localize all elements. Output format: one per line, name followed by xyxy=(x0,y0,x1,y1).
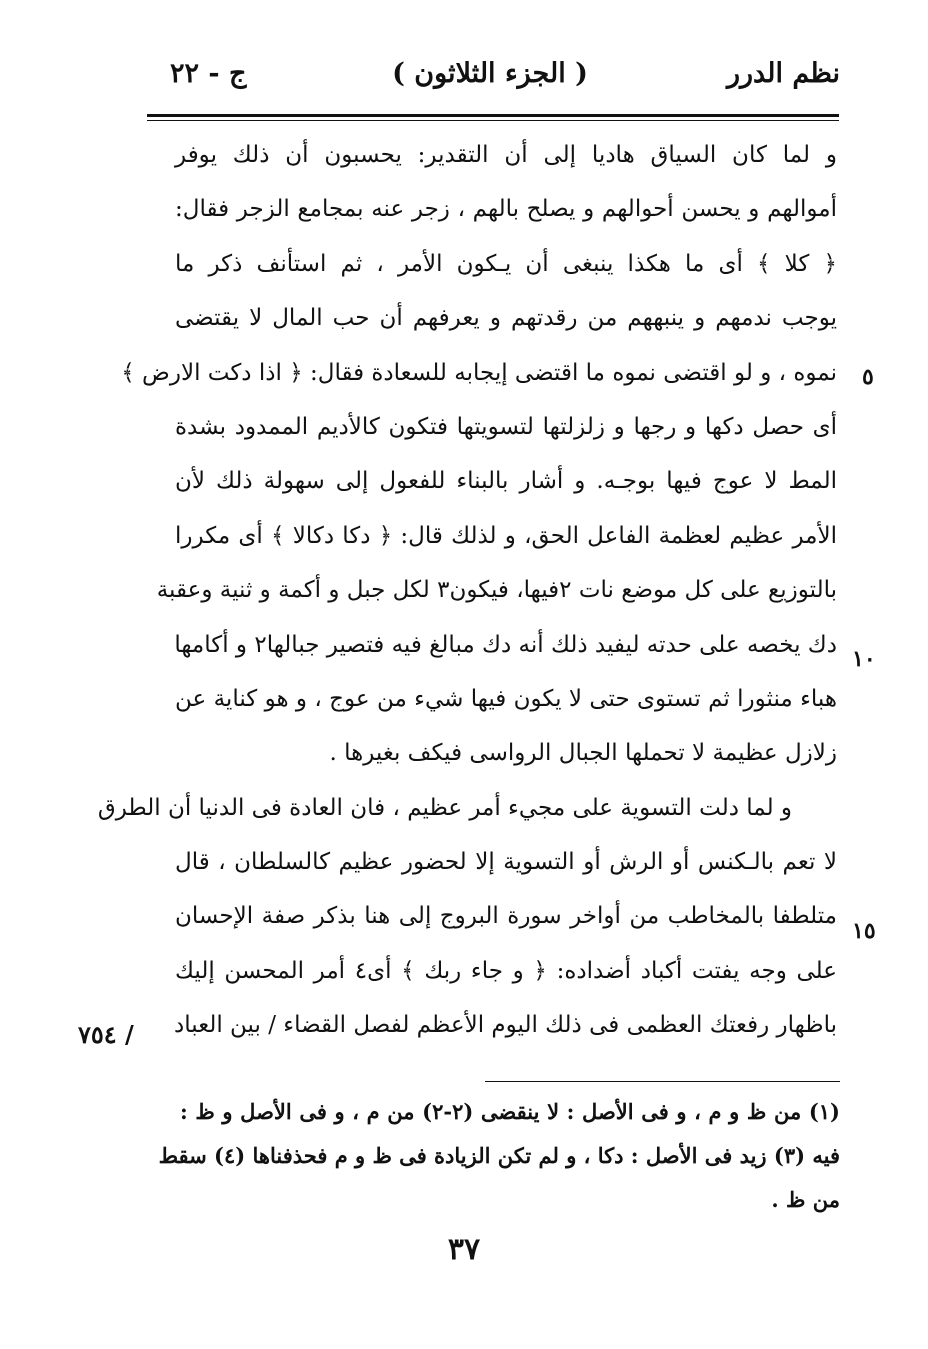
text-line: ﴿ كلا ﴾ أى ما هكذا ينبغى أن يـكون الأمر ، ثم استأنف ذكر ما xyxy=(175,250,837,277)
text-line: الأمر عظيم لعظمة الفاعل الحق، و لذلك قال: ﴿ دكا دكالا ﴾ أى مكررا xyxy=(175,522,837,549)
text-line: متلطفا بالمخاطب من أواخر سورة البروج إلى هنا بذكر صفة الإحسان xyxy=(175,903,837,930)
footnote-rule xyxy=(485,1081,840,1082)
text-line: باظهار رفعتك العظمى فى ذلك اليوم الأعظم لفصل القضاء / بين العباد xyxy=(174,1012,837,1039)
footnotes xyxy=(158,1090,840,1222)
text-line: و لما كان السياق هاديا إلى أن التقدير: يحسبون أن ذلك يوفر xyxy=(175,142,837,168)
book-title: نظم الدرر xyxy=(726,58,840,89)
line-number-10: ١٠ xyxy=(852,646,876,672)
footnote-line: (١) من ظ و م ، و فى الأصل : لا ينقضى (٢-٢) من م ، و فى الأصل و ظ : xyxy=(180,1099,840,1124)
header-rule-thick xyxy=(147,114,839,117)
line-number-15: ١٥ xyxy=(852,918,876,944)
footnote-line: من ظ . xyxy=(771,1187,840,1212)
text-line: زلازل عظيمة لا تحملها الجبال الرواسى فيكف بغيرها . xyxy=(329,740,837,767)
text-line: نموه ، و لو اقتضى نموه ما اقتضى إيجابه للسعادة فقال: ﴿ اذا دكت الارض ﴾ xyxy=(121,359,837,386)
volume-number: ج - ٢٢ xyxy=(170,58,247,89)
text-line: أى حصل دكها و رجها و زلزلتها لتسويتها فتكون كالأديم الممدود بشدة xyxy=(175,413,837,440)
text-line: المط لا عوج فيها بوجـه. و أشار بالبناء للفعول إلى سهولة ذلك لأن xyxy=(175,468,837,495)
margin-page-reference: / ٧٥٤ xyxy=(78,1020,134,1049)
text-line: بالتوزيع على كل موضع نات ٢فيها، فيكون٣ لكل جبل و أكمة و ثنية وعقبة xyxy=(156,577,837,604)
text-line: أموالهم و يحسن أحوالهم و يصلح بالهم ، زجر عنه بمجامع الزجر فقال: xyxy=(175,196,837,223)
header-rule-thin xyxy=(147,120,839,121)
text-line: و لما دلت التسوية على مجيء أمر عظيم ، فان العادة فى الدنيا أن الطرق xyxy=(97,794,792,821)
part-title: ( الجزء الثلاثون ) xyxy=(392,58,588,89)
text-line: دك يخصه على حدته ليفيد ذلك أنه دك مبالغ فيه فتصير جبالها٢ و أكامها xyxy=(174,631,837,658)
text-line: لا تعم بالـكنس أو الرش أو التسوية إلا لحضور عظيم كالسلطان ، قال xyxy=(175,849,837,876)
text-line: يوجب ندمهم و ينبههم من رقدتهم و يعرفهم أن حب المال لا يقتضى xyxy=(175,305,837,332)
footnote-line: فيه (٣) زيد فى الأصل : دكا ، و لم تكن الزيادة فى ظ و م فحذفناها (٤) سقط xyxy=(158,1143,840,1168)
running-header xyxy=(140,58,840,108)
page-number: ٣٧ xyxy=(447,1232,481,1267)
text-line: على وجه يفتت أكباد أضداده: ﴿ و جاء ربك ﴾ أى٤ أمر المحسن إليك xyxy=(175,957,837,984)
text-line: هباء منثورا ثم تستوى حتى لا يكون فيها شيء من عوج ، و هو كناية عن xyxy=(175,685,837,712)
line-number-5: ٥ xyxy=(862,364,874,390)
